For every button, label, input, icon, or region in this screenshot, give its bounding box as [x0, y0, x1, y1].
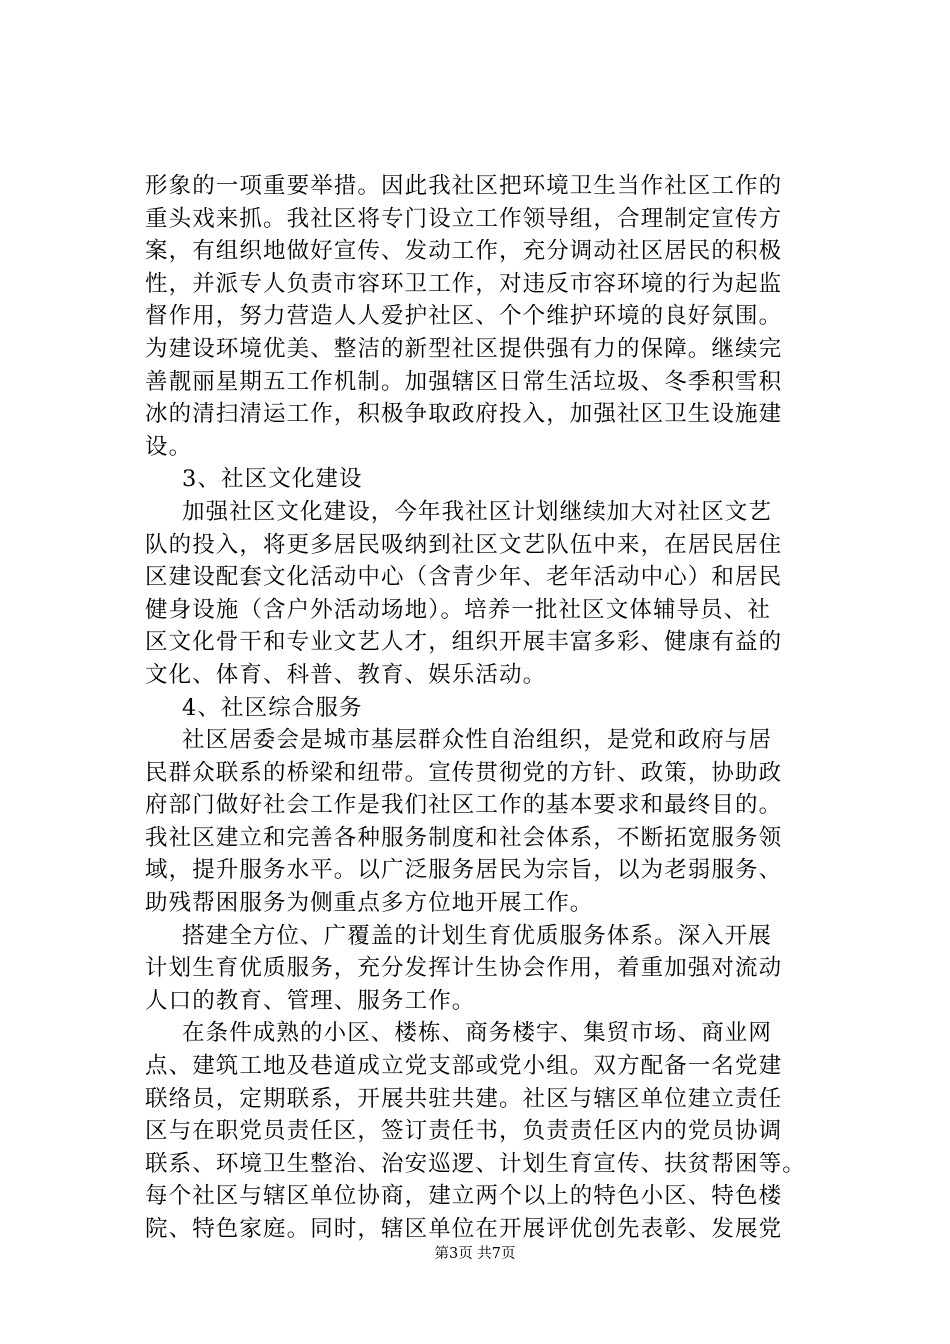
text-line: 督作用，努力营造人人爱护社区、个个维护环境的良好氛围。: [145, 303, 783, 330]
text-line: 3、社区文化建设: [182, 466, 363, 493]
page-footer: 第3页 共7页: [434, 1246, 516, 1262]
text-line: 为建设环境优美、整洁的新型社区提供强有力的保障。继续完: [145, 335, 783, 362]
text-line: 每个社区与辖区单位协商，建立两个以上的特色小区、特色楼: [145, 1183, 783, 1210]
text-line: 计划生育优质服务，充分发挥计生协会作用，着重加强对流动: [145, 955, 783, 982]
text-line: 队的投入，将更多居民吸纳到社区文艺队伍中来，在居民居住: [145, 531, 783, 558]
text-line: 重头戏来抓。我社区将专门设立工作领导组，合理制定宣传方: [145, 205, 783, 232]
text-line: 善靓丽星期五工作机制。加强辖区日常生活垃圾、冬季积雪积: [145, 368, 783, 395]
text-line: 形象的一项重要举措。因此我社区把环境卫生当作社区工作的: [145, 173, 783, 199]
text-line: 我社区建立和完善各种服务制度和社会体系，不断拓宽服务领: [145, 824, 783, 851]
text-line: 冰的清扫清运工作，积极争取政府投入，加强社区卫生设施建: [145, 401, 783, 428]
text-line: 府部门做好社会工作是我们社区工作的基本要求和最终目的。: [145, 792, 783, 819]
document-body: [145, 170, 835, 1246]
text-line: 加强社区文化建设，今年我社区计划继续加大对社区文艺: [182, 498, 773, 525]
text-line: 院、特色家庭。同时，辖区单位在开展评优创先表彰、发展党: [145, 1216, 783, 1242]
text-line: 域，提升服务水平。以广泛服务居民为宗旨，以为老弱服务、: [145, 857, 783, 884]
text-line: 设。: [145, 433, 193, 460]
text-line: 区文化骨干和专业文艺人才，组织开展丰富多彩、健康有益的: [145, 629, 783, 656]
text-line: 4、社区综合服务: [182, 694, 363, 721]
text-line: 案，有组织地做好宣传、发动工作，充分调动社区居民的积极: [145, 238, 783, 265]
text-line: 助残帮困服务为侧重点多方位地开展工作。: [145, 890, 594, 917]
text-line: 人口的教育、管理、服务工作。: [145, 987, 476, 1014]
text-line: 性，并派专人负责市容环卫工作，对违反市容环境的行为起监: [145, 270, 783, 297]
text-line: 民群众联系的桥梁和纽带。宣传贯彻党的方针、政策，协助政: [145, 759, 783, 786]
text-line: 区与在职党员责任区，签订责任书，负责责任区内的党员协调: [145, 1118, 783, 1145]
text-line: 联络员，定期联系，开展共驻共建。社区与辖区单位建立责任: [145, 1085, 783, 1112]
text-line: 联系、环境卫生整治、治安巡逻、计划生育宣传、扶贫帮困等。: [145, 1150, 806, 1177]
text-line: 区建设配套文化活动中心（含青少年、老年活动中心）和居民: [145, 564, 783, 591]
text-line: 文化、体育、科普、教育、娱乐活动。: [145, 661, 547, 688]
text-line: 搭建全方位、广覆盖的计划生育优质服务体系。深入开展: [182, 922, 773, 949]
text-line: 在条件成熟的小区、楼栋、商务楼宇、集贸市场、商业网: [182, 1020, 773, 1047]
text-line: 点、建筑工地及巷道成立党支部或党小组。双方配备一名党建: [145, 1053, 783, 1080]
text-line: 健身设施（含户外活动场地）。培养一批社区文体辅导员、社: [145, 596, 771, 623]
text-line: 社区居委会是城市基层群众性自治组织，是党和政府与居: [182, 727, 773, 754]
